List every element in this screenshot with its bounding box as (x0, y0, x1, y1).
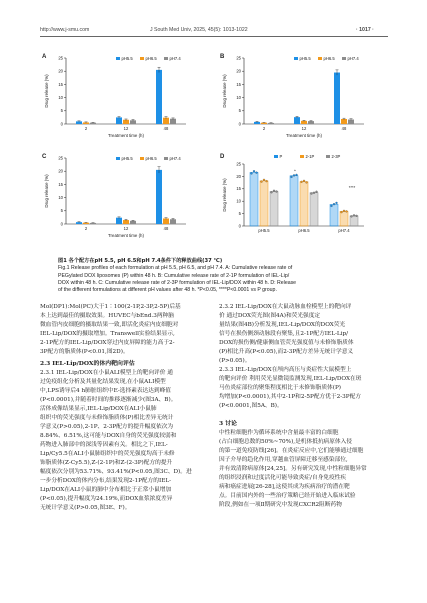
paragraph-line: 无统计学意义(P>0.05,图3E、F)。 (40, 505, 131, 511)
chart-svg-c (40, 152, 208, 248)
x-tick-label: 2 (262, 126, 266, 131)
legend-label: 2-3P (331, 153, 341, 159)
y-tick-label: 10 (58, 95, 63, 100)
paragraph-line: 2.3.3 IEL-Lip/DOX在颅内高压与炎症性大鼠模型上 (219, 367, 352, 373)
paragraph-line: 价 通过DOX荧光图(图4A)和荧光强度定 (219, 313, 321, 319)
y-tick-label: 0 (238, 121, 241, 127)
paragraph-line: 过免疫组化分析及其量化结果发现,在小鼠ALI模型 (40, 379, 166, 385)
bar (260, 181, 268, 226)
y-tick-label: 5 (60, 108, 63, 114)
chart-svg-a (40, 52, 208, 144)
bar (310, 193, 318, 226)
chart-svg-d (218, 152, 386, 248)
data-point (346, 210, 348, 212)
x-tick-label: pH6.5 (298, 228, 310, 233)
bar (330, 204, 338, 226)
paragraph-line: 8.84%、6.51%,这可能与DOX自身的荧光强度较弱和 (40, 433, 177, 439)
y-axis-label: Drug release (%) (44, 174, 49, 208)
paragraph-line: 阶段,例如在一项Ⅱ期研究中发现CXCR2阻断药物 (219, 502, 342, 508)
bar (116, 218, 122, 224)
paragraph-line: 点。目前国内外的一些治疗策略已经开始进入临床试验 (219, 493, 356, 499)
bar (290, 176, 298, 226)
y-tick-label: 25 (236, 55, 241, 61)
significance-mark: **** (348, 184, 356, 190)
y-tick-label: 15 (236, 186, 241, 192)
y-tick-label: 5 (60, 208, 63, 214)
paragraph-line: 因子介导的趋化作用,穿越血管屏障迁移至感染部位, (219, 457, 348, 463)
caption-en-1: Fig.1 Release profiles of each formulation at pH 5.5, pH 6.5, and pH 7.4. A: Cumulative release rate of (58, 265, 293, 272)
y-tick-label: 5 (238, 211, 241, 216)
data-point (276, 191, 278, 193)
paragraph-line: 活体成像结果显示,IEL-Lip/DOX在ALI小鼠肺 (40, 406, 157, 412)
header-rule (40, 36, 388, 37)
y-tick-label: 10 (236, 198, 241, 204)
y-tick-label: 20 (58, 68, 63, 74)
x-tick-label: 12 (301, 126, 307, 131)
legend-label: pH5.5 (121, 155, 133, 161)
data-point (343, 210, 345, 212)
data-point (266, 180, 268, 182)
paragraph-line: 马鱼炎症部位的聚集程度相比于未修饰脂质体(P) (219, 385, 342, 391)
x-tick-label: 12 (123, 226, 129, 231)
bar (156, 70, 162, 124)
legend-swatch (116, 57, 120, 60)
paragraph-line: 本上达到最佳的摄取效果。HUVEC与bEnd.3两种脑 (40, 313, 174, 319)
legend-label: pH7.4 (169, 55, 181, 61)
section-heading-2-3: 2.3 IEL-Lip/DOX的体内靶向评估 (40, 360, 135, 367)
legend-swatch (326, 155, 330, 158)
paragraph-line: 的组织浸润和过度活化可能导致炎症/自身免疫性疾 (219, 475, 347, 481)
legend-swatch (164, 57, 168, 60)
bar (340, 211, 348, 226)
legend-swatch (300, 155, 304, 158)
y-tick-label: 0 (60, 121, 63, 127)
x-axis-label: Treatment time (h) (286, 133, 322, 138)
header-journal: J South Med Univ, 2025, 45(5): 1013-1022 (150, 27, 248, 33)
significance-mark: * (294, 168, 296, 174)
y-tick-label: 0 (238, 223, 241, 229)
y-tick-label: 5 (238, 108, 241, 114)
paragraph-line: 药物进入肺部中的深浅等因素有关。相比之下,IEL- (40, 442, 168, 448)
data-point (333, 203, 335, 205)
bar (294, 117, 300, 124)
data-point (341, 211, 343, 213)
bar (300, 182, 308, 226)
paragraph-line: 的靶向评价 利用荧光显微镜监测发现,IEL-Lip/DOX在斑 (219, 376, 362, 382)
legend-swatch (294, 57, 298, 60)
legend-swatch (140, 57, 144, 60)
x-axis-label: Treatment time (h) (108, 233, 144, 238)
paragraph-line: 2.3.1 IEL-Lip/DOX在小鼠ALI模型上的靶向评价 通 (40, 370, 173, 376)
x-tick-label: 48 (163, 126, 169, 131)
figure-caption (58, 258, 378, 294)
panel-label: B (220, 54, 225, 60)
paragraph-line: 微血管内皮细胞的摄取结果一致,即活化炎症内皮细胞对 (40, 322, 179, 328)
paragraph-line: 量结果(图4B)分析发现,IEL-Lip/DOX的DOX荧光 (219, 322, 346, 328)
chart-panel-c (40, 152, 208, 252)
paragraph-line: 3P配方的脂质体(P<0.01,图2D)。 (40, 349, 129, 355)
data-point (253, 170, 255, 172)
paragraph-line: 组织中的荧光强度与未修饰脂质体(P)相比差异无统计 (40, 415, 174, 421)
paragraph-line: 2-1P配方的IEL-Lip/DOX穿过内皮屏障的能力高于2- (40, 340, 175, 346)
y-tick-label: 20 (236, 173, 241, 179)
panel-label: C (42, 154, 47, 160)
data-point (313, 192, 315, 194)
right-column-bottom (219, 429, 387, 510)
data-point (353, 214, 355, 216)
legend-label: pH6.5 (145, 155, 157, 161)
y-tick-label: 25 (236, 161, 241, 167)
x-tick-label: 48 (341, 126, 347, 131)
y-axis-label: Drug release (%) (222, 178, 227, 212)
left-column-bottom (40, 369, 208, 513)
data-point (303, 180, 305, 182)
legend-label: pH6.5 (145, 55, 157, 61)
data-point (311, 193, 313, 195)
paragraph-line: 病和癌症进展[26-28],这使其成为疾病治疗的潜在靶 (219, 484, 350, 490)
y-axis-label: Drug release (%) (44, 74, 49, 108)
paragraph-line: 2.3.2 IEL-Lip/DOX在大鼠动脉血栓模型上的靶向评 (219, 304, 352, 310)
legend-label: 2-1P (305, 153, 315, 159)
y-tick-label: 0 (60, 221, 63, 227)
paragraph-line: (P<0.05),提升幅度为24.19%,而DOX血浆浓度差异 (40, 496, 173, 502)
legend-label: pH5.5 (299, 55, 311, 61)
legend-swatch (164, 157, 168, 160)
caption-en-3: DOX within 48 h. C: Cumulative release rate of 2-3P formulation of IEL-Lip/DOX within 48 h. D: Release (58, 279, 297, 286)
paragraph-line: 的第一道免疫防线[26]。在炎症反应中,它们能够通过细胞 (219, 448, 364, 454)
figure-1 (40, 52, 388, 256)
paragraph-line: Lip/Cy5.5在ALI小鼠肺组织中的荧光强度均高于未修 (40, 451, 175, 457)
caption-en-2: PEGylated DOX liposomes (P) within 48 h. B: Cumulative release rate of 2-1P formulation of IEL-Lip/ (58, 272, 290, 279)
x-axis-label: Treatment time (h) (108, 133, 144, 138)
legend-swatch (318, 57, 322, 60)
data-point (273, 190, 275, 192)
legend-swatch (342, 57, 346, 60)
data-point (293, 174, 295, 176)
legend-swatch (274, 155, 278, 158)
paragraph-line: 饰脂质体(Z-Cy5.5),Z-(2-1P)和Z-(2-3P)配方的提升 (40, 460, 173, 466)
x-tick-label: pH7.4 (338, 228, 350, 233)
paragraph-line: 均增加(P<0.0001),其中2-1P和2-5P配方优于2-3P配方 (219, 394, 361, 400)
paragraph-line: IEL-Lip/DOX的摄取增加。Transwell实验结果显示, (40, 331, 175, 337)
bar (163, 218, 169, 224)
y-tick-label: 10 (58, 195, 63, 200)
data-point (316, 191, 318, 193)
chart-panel-a (40, 52, 208, 148)
right-column-top (219, 303, 387, 411)
x-tick-label: 2 (84, 226, 88, 231)
bar (270, 192, 278, 226)
paragraph-line: 幅度依次分别为53.71%、93.41%(P<0.05,图3C、D)。进 (40, 469, 192, 475)
y-axis-label: Drug release (%) (222, 74, 227, 108)
y-tick-label: 25 (58, 55, 63, 61)
paragraph-line: (P)相比升高(P<0.05),而2-3P配方差异无统计学意义 (219, 349, 354, 355)
bar (116, 117, 122, 124)
legend-label: P (279, 153, 283, 159)
x-tick-label: 12 (123, 126, 129, 131)
paragraph-line: (P<0.0001),并随着时间的推移逐渐减少(图3A、B)。 (40, 397, 177, 403)
header-url: http://www.j-smu.com (40, 27, 90, 33)
x-tick-label: 48 (163, 226, 169, 231)
data-point (256, 172, 258, 174)
bar (250, 172, 258, 226)
data-point (296, 174, 298, 176)
paragraph-line: (P>0.05)。 (219, 358, 251, 364)
paragraph-line: 中,LPS诱导后4 h肺脏组织中E-选择素表达达到峰值 (40, 388, 171, 394)
section-heading-3: 3 讨论 (219, 420, 237, 427)
data-point (261, 181, 263, 183)
y-tick-label: 20 (58, 168, 63, 174)
paragraph-line: Lip/DOX在ALI小鼠的肺中分布相比于正常小鼠增加 (40, 487, 172, 493)
y-tick-label: 10 (236, 95, 241, 100)
data-point (271, 191, 273, 193)
paragraph-line: DOX的损伤侧/健康侧血管荧光强度值与未修饰脂质体 (219, 340, 354, 346)
data-point (291, 176, 293, 178)
data-point (351, 215, 353, 217)
y-tick-label: 20 (236, 68, 241, 74)
data-point (263, 179, 265, 181)
paragraph-line: (P<0.0001,图5A、B)。 (219, 403, 283, 409)
data-point (306, 181, 308, 183)
paragraph-line: 学意义(P>0.05),2-1P、2-3P配方的提升幅度依次为 (40, 424, 174, 430)
data-point (251, 172, 253, 174)
paragraph-line: 并有效清除病原体[24,25]。另有研究发现,中性粒细胞异常 (219, 466, 367, 472)
y-tick-label: 15 (236, 81, 241, 87)
legend-swatch (116, 157, 120, 160)
bar (334, 73, 340, 124)
x-tick-label: 2 (84, 126, 88, 131)
caption-en-4: of the different formulations at different pH values after 48 h. *P<0.05, ****P<0.0001 vs P group. (58, 287, 277, 294)
chart-panel-b (218, 52, 386, 148)
legend-label: pH7.4 (347, 55, 359, 61)
legend-label: pH5.5 (121, 55, 133, 61)
paragraph-line: 中性粒细胞作为循环系统中含量最丰富的白细胞 (219, 430, 339, 436)
data-point (331, 205, 333, 207)
header-page: · 1017 · (356, 27, 374, 33)
paragraph-line: 信号在损伤侧颈动脉段有聚集,且2-1P配方IEL-Lip/ (219, 331, 349, 337)
y-tick-label: 15 (58, 81, 63, 87)
chart-panel-d (218, 152, 386, 252)
x-tick-label: pH5.5 (258, 228, 270, 233)
left-column-top (40, 303, 208, 357)
caption-cn: 图1 各个配方在pH 5.5, pH 6.5和pH 7.4条件下的释放曲线(37 ℃) (58, 258, 223, 264)
y-tick-label: 25 (58, 155, 63, 161)
data-point (356, 215, 358, 217)
panel-label: A (42, 54, 47, 60)
legend-label: pH6.5 (323, 55, 335, 61)
legend-label: pH7.4 (169, 155, 181, 161)
legend-swatch (140, 157, 144, 160)
chart-svg-b (218, 52, 386, 144)
data-point (336, 202, 338, 204)
panel-label: D (220, 154, 225, 160)
y-tick-label: 15 (58, 181, 63, 187)
paragraph-line: Mol(DP1):Mol(PC)大于1∶100(2-1P,2-3P,2-5P)后基 (40, 304, 181, 310)
bar (156, 170, 162, 224)
data-point (301, 181, 303, 183)
paragraph-line: (占白细胞总数的50%~70%),是机体抵抗病原体入侵 (219, 439, 352, 445)
paragraph-line: 一步分析DOX的体内分布,结果发现2-1P配方的IEL- (40, 478, 172, 484)
